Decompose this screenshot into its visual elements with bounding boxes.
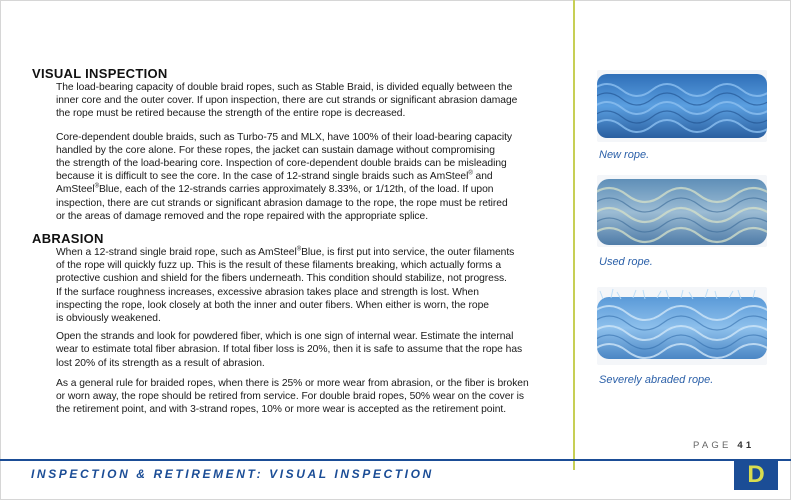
new-rope-caption: New rope. <box>599 149 650 161</box>
abraded-rope-caption: Severely abraded rope. <box>599 374 714 386</box>
abrasion-p3: As a general rule for braided ropes, when there is 25% or more wear from abrasion, or the fiber is broken or worn away, the rope should be retired from service. For double braid ropes, 50% wear on the cover is the retirement point, and with 3-strand ropes, 10% or more wear is accepted as the retirement point. <box>56 377 529 416</box>
registered-mark: ® <box>468 170 473 177</box>
footer-rule <box>0 459 791 461</box>
visual-p2: Core-dependent double braids, such as Turbo-75 and MLX, have 100% of their load-bearing capacity handled by the core alone. For these ropes, the jacket can sustain damage without compromising the strength of the load-bearing core. Inspection of core-dependent double braids can be misleading because it is difficult to see the core. In the case of 12-strand single braids such as AmSteel® and AmSteel®Blue, each of the 12-strands carries approximately 8.33%, or 1/12th, of the load. If upon inspection, there are cut strands or significant abrasion damage to the rope, the rope must be retired or the areas of damage removed and the rope repaired with the appropriate splice. <box>56 131 512 222</box>
visual-p1: The load-bearing capacity of double braid ropes, such as Stable Braid, is divided equally between the inner core and the outer cover. If upon inspection, there are cut strands or significant abrasion damage the rope must be retired because the strength of the entire rope is decreased. <box>56 82 518 120</box>
registered-mark: ® <box>296 246 302 253</box>
used-rope-photo <box>597 175 767 247</box>
registered-mark: ® <box>94 184 99 190</box>
abrasion-heading: ABRASION <box>32 231 104 247</box>
section-badge: D <box>734 460 778 490</box>
abrasion-p1: When a 12-strand single braid rope, such as AmSteel®Blue, is first put into service, the outer filaments of the rope will quickly fuzz up. This is the result of these filaments breaking, which actually forms a protective cushion and shield for the fibers underneath. This condition should stabilize, not progress. If the surface roughness increases, excessive abrasion takes place and strength is lost. When inspecting the rope, look closely at both the inner and outer fibers. When either is worn, the rope is obviously weakened. <box>56 246 515 325</box>
abrasion-p2: Open the strands and look for powdered fiber, which is one sign of internal wear. Estimate the internal wear to estimate total fiber abrasion. If total fiber loss is 20%, then it is safe to assume that the rope has lost 20% of its strength as a result of abrasion. <box>56 331 523 369</box>
footer-section-title: INSPECTION & RETIREMENT: VISUAL INSPECTION <box>31 467 434 481</box>
visual-inspection-heading: VISUAL INSPECTION <box>32 66 168 81</box>
page-number: PAGE 41 <box>693 440 755 451</box>
abraded-rope-photo <box>597 287 767 365</box>
column-divider <box>573 0 575 470</box>
new-rope-photo <box>597 70 767 142</box>
main-text-column <box>32 66 560 416</box>
used-rope-caption: Used rope. <box>599 256 653 268</box>
